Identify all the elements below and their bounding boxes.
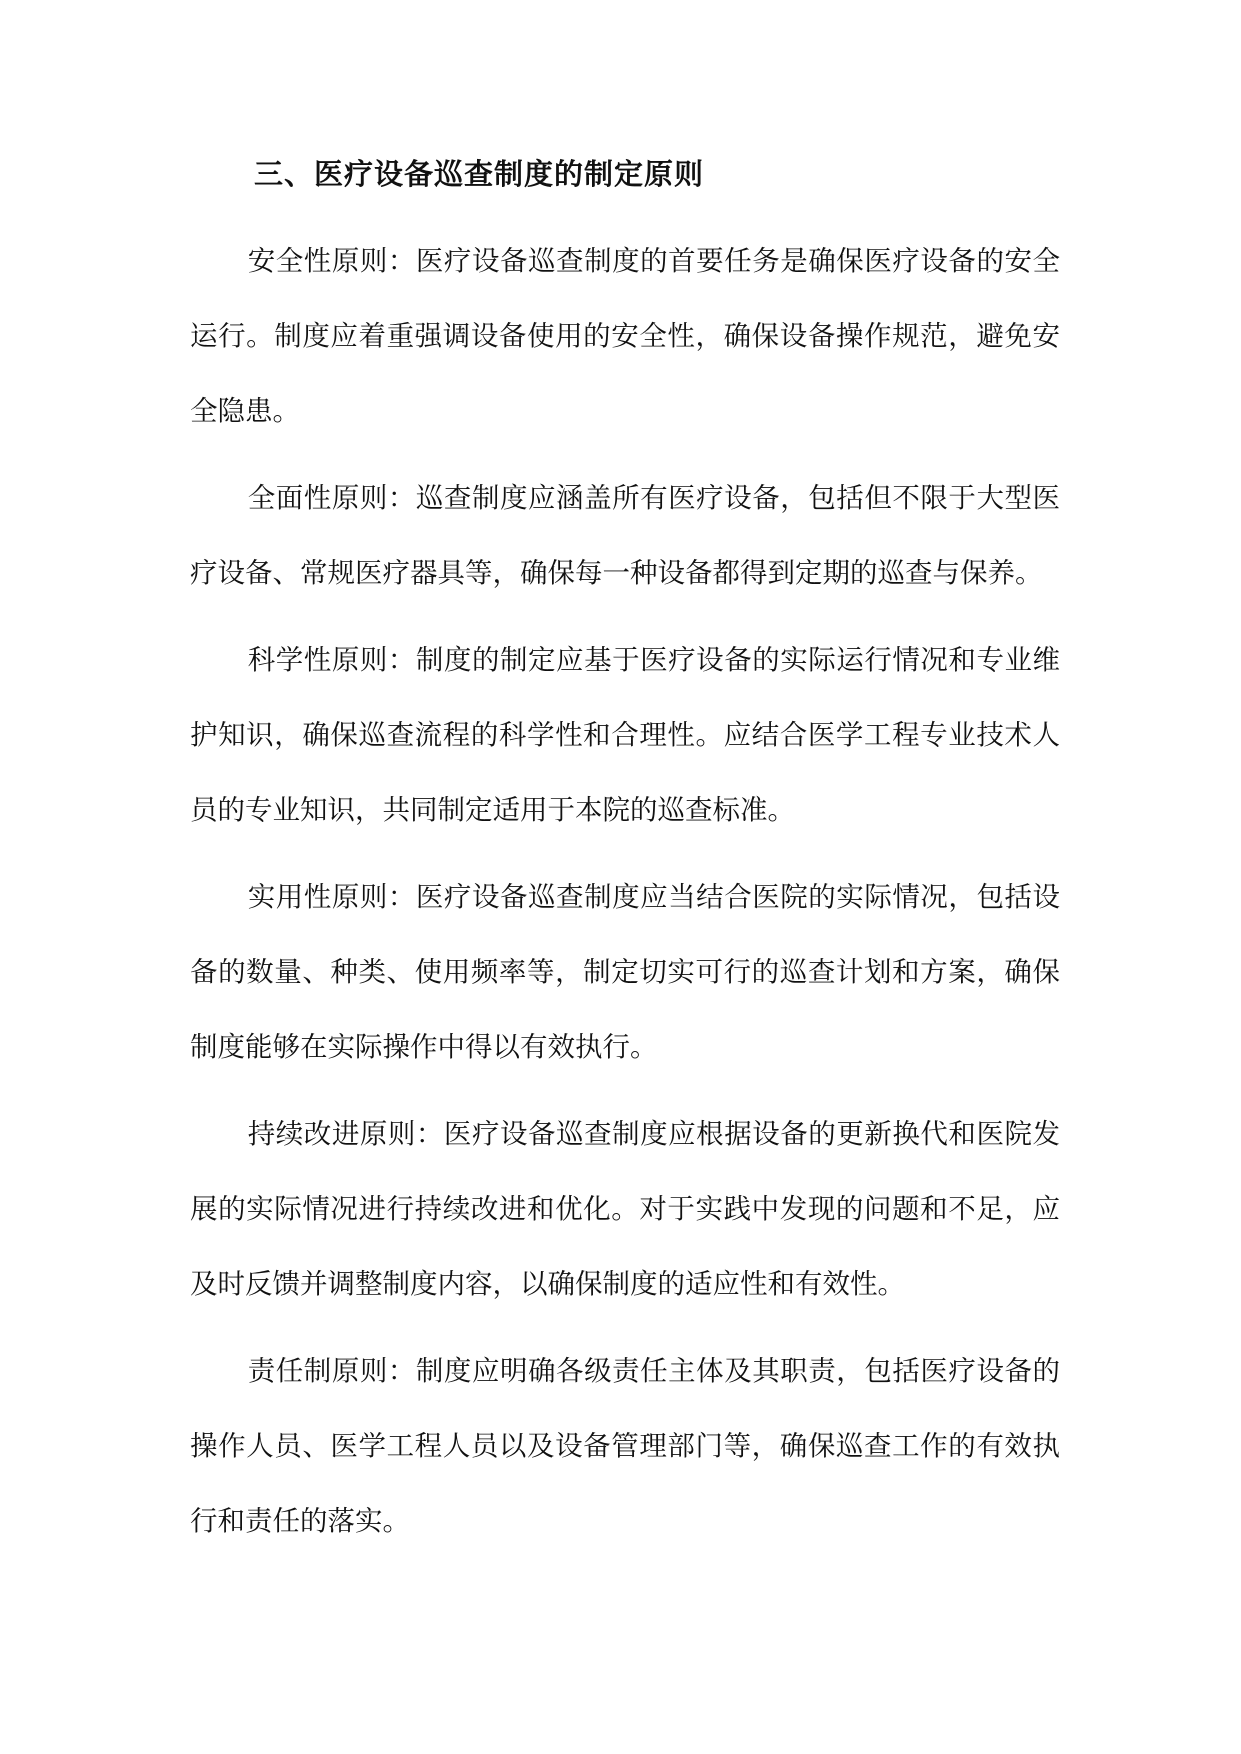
paragraph-comprehensiveness-principle: 全面性原则：巡查制度应涵盖所有医疗设备，包括但不限于大型医疗设备、常规医疗器具等，确保每一种设备都得到定期的巡查与保养。 bbox=[190, 482, 1060, 589]
paragraph-continuous-improvement-principle: 持续改进原则：医疗设备巡查制度应根据设备的更新换代和医院发展的实际情况进行持续改进和优化。对于实践中发现的问题和不足，应及时反馈并调整制度内容，以确保制度的适应性和有效性。 bbox=[190, 1118, 1060, 1300]
paragraph-safety-principle: 安全性原则：医疗设备巡查制度的首要任务是确保医疗设备的安全运行。制度应着重强调设备使用的安全性，确保设备操作规范，避免安全隐患。 bbox=[190, 245, 1060, 427]
paragraph-scientific-principle: 科学性原则：制度的制定应基于医疗设备的实际运行情况和专业维护知识，确保巡查流程的科学性和合理性。应结合医学工程专业技术人员的专业知识，共同制定适用于本院的巡查标准。 bbox=[190, 644, 1060, 826]
paragraph-practicality-principle: 实用性原则：医疗设备巡查制度应当结合医院的实际情况，包括设备的数量、种类、使用频率等，制定切实可行的巡查计划和方案，确保制度能够在实际操作中得以有效执行。 bbox=[190, 881, 1060, 1063]
body-text bbox=[190, 224, 1060, 1571]
paragraph-responsibility-principle: 责任制原则：制度应明确各级责任主体及其职责，包括医疗设备的操作人员、医学工程人员以及设备管理部门等，确保巡查工作的有效执行和责任的落实。 bbox=[190, 1355, 1060, 1537]
section-heading: 三、医疗设备巡查制度的制定原则 bbox=[254, 157, 705, 191]
